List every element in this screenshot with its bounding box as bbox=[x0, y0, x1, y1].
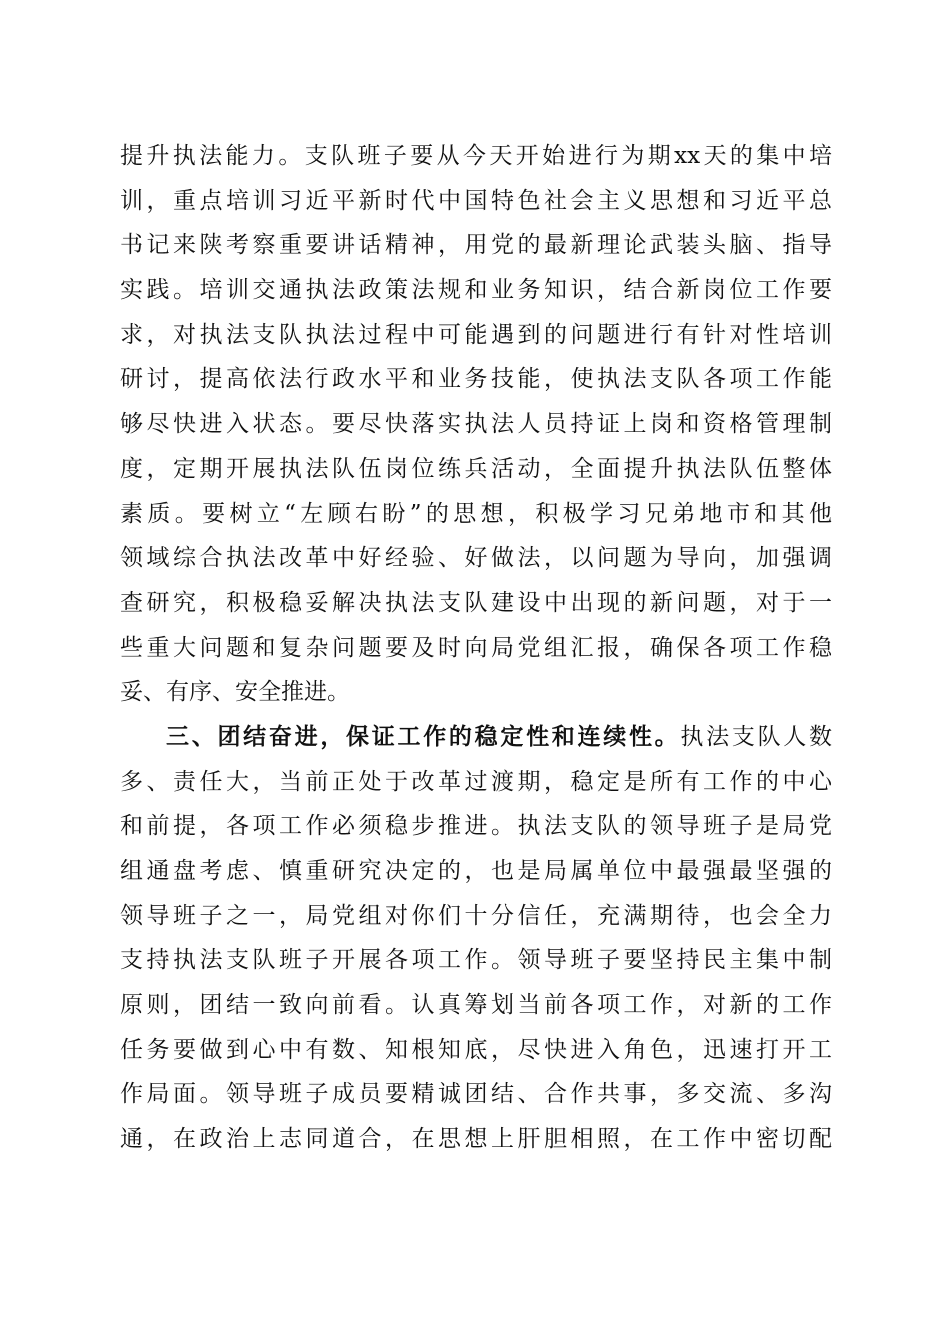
text-line: 和前提，各项工作必须稳步推进。执法支队的领导班子是局党 bbox=[120, 813, 832, 840]
text-line: 求，对执法支队执法过程中可能遇到的问题进行有针对性培训 bbox=[120, 321, 832, 348]
text-line: 任务要做到心中有数、知根知底，尽快进入角色，迅速打开工 bbox=[120, 1036, 832, 1063]
text-line: 支持执法支队班子开展各项工作。领导班子要坚持民主集中制 bbox=[120, 947, 832, 974]
section-heading: 三、团结奋进，保证工作的稳定性和连续性。 bbox=[166, 723, 681, 750]
text-line: 领导班子之一，局党组对你们十分信任，充满期待，也会全力 bbox=[120, 902, 832, 929]
text-line: 够尽快进入状态。要尽快落实执法人员持证上岗和资格管理制 bbox=[120, 411, 832, 438]
paragraph-unity bbox=[120, 715, 832, 1162]
text-line: 原则，团结一致向前看。认真筹划当前各项工作，对新的工作 bbox=[120, 992, 832, 1019]
text-line: 研讨，提高依法行政水平和业务技能，使执法支队各项工作能 bbox=[120, 366, 832, 393]
paragraph-training bbox=[120, 134, 832, 715]
text-line: 查研究，积极稳妥解决执法支队建设中出现的新问题，对于一 bbox=[120, 589, 832, 616]
section-heading-line bbox=[120, 715, 832, 760]
document-body bbox=[120, 134, 832, 1162]
text-line: 书记来陕考察重要讲话精神，用党的最新理论武装头脑、指导 bbox=[120, 232, 832, 259]
text-line: 多、责任大，当前正处于改革过渡期，稳定是所有工作的中心 bbox=[120, 768, 832, 795]
text-line: 领域综合执法改革中好经验、好做法，以问题为导向，加强调 bbox=[120, 545, 832, 572]
text-line: 通，在政治上志同道合，在思想上肝胆相照，在工作中密切配 bbox=[120, 1126, 832, 1153]
text-line-rest: 执法支队人数 bbox=[680, 723, 832, 750]
text-line: 组通盘考虑、慎重研究决定的，也是局属单位中最强最坚强的 bbox=[120, 858, 832, 884]
text-line: 实践。培训交通执法政策法规和业务知识，结合新岗位工作要 bbox=[120, 277, 832, 304]
text-line: 素质。要树立“左顾右盼”的思想，积极学习兄弟地市和其他 bbox=[120, 500, 832, 527]
text-line: 作局面。领导班子成员要精诚团结、合作共事，多交流、多沟 bbox=[120, 1081, 832, 1108]
text-line: 训，重点培训习近平新时代中国特色社会主义思想和习近平总 bbox=[120, 187, 832, 214]
text-line: 提升执法能力。支队班子要从今天开始进行为期xx天的集中培 bbox=[120, 143, 832, 169]
text-line: 妥、有序、安全推进。 bbox=[120, 679, 350, 706]
text-line: 些重大问题和复杂问题要及时向局党组汇报，确保各项工作稳 bbox=[120, 634, 832, 661]
text-line: 度，定期开展执法队伍岗位练兵活动，全面提升执法队伍整体 bbox=[120, 455, 832, 482]
